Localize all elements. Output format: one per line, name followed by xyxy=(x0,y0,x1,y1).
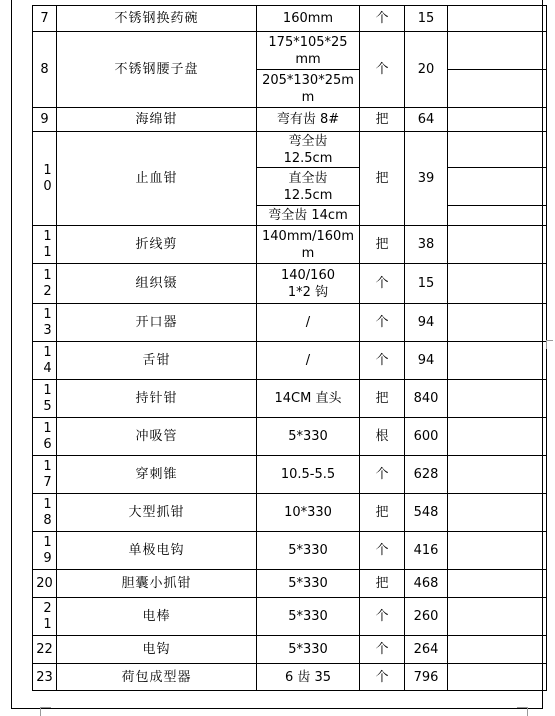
table-row xyxy=(33,494,547,532)
item-spec: 140mm/160m m xyxy=(257,226,360,264)
item-name: 单极电钩 xyxy=(57,532,257,570)
item-spec: 10*330 xyxy=(257,494,360,532)
blank-cell xyxy=(448,206,547,226)
item-quantity: 416 xyxy=(405,532,448,570)
item-unit: 把 xyxy=(360,570,405,598)
item-number-digit: 1 xyxy=(43,267,52,283)
blank-cell xyxy=(448,132,547,168)
table-row xyxy=(33,6,547,32)
blank-cell xyxy=(448,168,547,206)
item-number-digit: 9 xyxy=(43,550,52,566)
item-number-digit: 5 xyxy=(43,398,52,414)
item-quantity: 38 xyxy=(405,226,448,264)
item-quantity: 39 xyxy=(405,132,448,226)
item-unit: 个 xyxy=(360,532,405,570)
item-number-digit: 1 xyxy=(43,496,52,512)
blank-cell xyxy=(448,532,547,570)
item-name: 大型抓钳 xyxy=(57,494,257,532)
item-number xyxy=(33,494,57,532)
item-quantity: 94 xyxy=(405,304,448,342)
item-number-digit: 2 xyxy=(43,600,52,616)
item-number-digit: 1 xyxy=(43,344,52,360)
blank-cell xyxy=(448,108,547,132)
item-number-digit: 1 xyxy=(43,534,52,550)
item-number xyxy=(33,380,57,418)
table-row xyxy=(33,380,547,418)
item-number-digit: 1 xyxy=(43,244,52,260)
item-spec: 6 齿 35 xyxy=(257,664,360,691)
table-row xyxy=(33,418,547,456)
table-row xyxy=(33,108,547,132)
table-row xyxy=(33,664,547,691)
item-number: 20 xyxy=(33,570,57,598)
item-number xyxy=(33,226,57,264)
item-quantity: 600 xyxy=(405,418,448,456)
item-number-digit: 2 xyxy=(43,283,52,299)
blank-cell xyxy=(448,664,547,691)
blank-cell xyxy=(448,598,547,636)
item-unit: 把 xyxy=(360,132,405,226)
item-name: 组织镊 xyxy=(57,264,257,304)
item-name: 海绵钳 xyxy=(57,108,257,132)
item-unit: 根 xyxy=(360,418,405,456)
item-number: 23 xyxy=(33,664,57,691)
item-quantity: 548 xyxy=(405,494,448,532)
item-name: 折线剪 xyxy=(57,226,257,264)
item-number-digit: 1 xyxy=(43,382,52,398)
blank-cell xyxy=(448,494,547,532)
item-spec: 205*130*25m m xyxy=(257,70,360,108)
item-quantity: 15 xyxy=(405,6,448,32)
item-name: 荷包成型器 xyxy=(57,664,257,691)
item-number xyxy=(33,598,57,636)
item-name: 电钩 xyxy=(57,636,257,664)
blank-cell xyxy=(448,6,547,32)
item-quantity: 840 xyxy=(405,380,448,418)
table-row xyxy=(33,264,547,304)
item-quantity: 468 xyxy=(405,570,448,598)
item-unit: 个 xyxy=(360,342,405,380)
table-row xyxy=(33,226,547,264)
item-number-digit: 6 xyxy=(43,436,52,452)
item-spec: / xyxy=(257,342,360,380)
item-number-digit: 1 xyxy=(43,228,52,244)
table-row xyxy=(33,456,547,494)
item-unit: 个 xyxy=(360,598,405,636)
item-quantity: 264 xyxy=(405,636,448,664)
item-spec: 5*330 xyxy=(257,636,360,664)
item-spec: 140/160 1*2 钩 xyxy=(257,264,360,304)
blank-cell xyxy=(448,342,547,380)
item-spec: 直全齿 12.5cm xyxy=(257,168,360,206)
item-number xyxy=(33,264,57,304)
item-unit: 个 xyxy=(360,264,405,304)
item-unit: 把 xyxy=(360,108,405,132)
item-spec: 14CM 直头 xyxy=(257,380,360,418)
item-spec: 弯全齿 14cm xyxy=(257,206,360,226)
item-name: 止血钳 xyxy=(57,132,257,226)
item-quantity: 796 xyxy=(405,664,448,691)
blank-cell xyxy=(448,456,547,494)
item-name: 胆囊小抓钳 xyxy=(57,570,257,598)
item-quantity: 94 xyxy=(405,342,448,380)
item-name: 冲吸管 xyxy=(57,418,257,456)
item-number: 9 xyxy=(33,108,57,132)
table-row xyxy=(33,304,547,342)
item-number-digit: 1 xyxy=(43,306,52,322)
item-name: 电棒 xyxy=(57,598,257,636)
blank-cell xyxy=(448,418,547,456)
item-spec: 弯有齿 8# xyxy=(257,108,360,132)
crop-mark-right xyxy=(546,340,553,349)
item-unit: 个 xyxy=(360,456,405,494)
table-row xyxy=(33,132,547,168)
item-quantity: 260 xyxy=(405,598,448,636)
item-name: 不锈钢腰子盘 xyxy=(57,32,257,108)
item-number xyxy=(33,532,57,570)
item-number xyxy=(33,304,57,342)
item-number xyxy=(33,342,57,380)
item-name: 穿刺锥 xyxy=(57,456,257,494)
item-spec: 10.5-5.5 xyxy=(257,456,360,494)
item-name: 开口器 xyxy=(57,304,257,342)
table-body xyxy=(33,6,547,691)
item-name: 持针钳 xyxy=(57,380,257,418)
item-number-digit: 0 xyxy=(43,178,52,194)
blank-cell xyxy=(448,70,547,108)
item-spec: 5*330 xyxy=(257,532,360,570)
item-name: 不锈钢换药碗 xyxy=(57,6,257,32)
item-spec: 5*330 xyxy=(257,570,360,598)
item-number-digit: 1 xyxy=(43,458,52,474)
item-quantity: 628 xyxy=(405,456,448,494)
item-number-digit: 1 xyxy=(43,616,52,632)
equipment-table xyxy=(32,5,547,691)
item-number: 8 xyxy=(33,32,57,108)
blank-cell xyxy=(448,570,547,598)
item-number-digit: 3 xyxy=(43,322,52,338)
item-unit: 把 xyxy=(360,226,405,264)
item-number xyxy=(33,418,57,456)
item-unit: 个 xyxy=(360,304,405,342)
item-name: 舌钳 xyxy=(57,342,257,380)
blank-cell xyxy=(448,226,547,264)
item-spec: 5*330 xyxy=(257,418,360,456)
item-unit: 个 xyxy=(360,32,405,108)
item-spec: 175*105*25 mm xyxy=(257,32,360,70)
table-row xyxy=(33,532,547,570)
blank-cell xyxy=(448,636,547,664)
table-row xyxy=(33,598,547,636)
item-number-digit: 4 xyxy=(43,360,52,376)
table-row xyxy=(33,636,547,664)
item-unit: 把 xyxy=(360,494,405,532)
blank-cell xyxy=(448,264,547,304)
item-number-digit: 1 xyxy=(43,420,52,436)
blank-cell xyxy=(448,32,547,70)
blank-cell xyxy=(448,380,547,418)
item-spec: / xyxy=(257,304,360,342)
item-quantity: 15 xyxy=(405,264,448,304)
item-unit: 个 xyxy=(360,664,405,691)
item-number: 22 xyxy=(33,636,57,664)
item-number: 7 xyxy=(33,6,57,32)
item-spec: 5*330 xyxy=(257,598,360,636)
item-unit: 把 xyxy=(360,380,405,418)
item-number-digit: 7 xyxy=(43,474,52,490)
item-number xyxy=(33,132,57,226)
item-number-digit: 1 xyxy=(43,162,52,178)
item-number-digit: 8 xyxy=(43,512,52,528)
item-unit: 个 xyxy=(360,6,405,32)
item-quantity: 64 xyxy=(405,108,448,132)
blank-cell xyxy=(448,304,547,342)
item-spec: 弯全齿 12.5cm xyxy=(257,132,360,168)
item-unit: 个 xyxy=(360,636,405,664)
item-spec: 160mm xyxy=(257,6,360,32)
table-row xyxy=(33,570,547,598)
table-row xyxy=(33,32,547,70)
table-row xyxy=(33,342,547,380)
item-quantity: 20 xyxy=(405,32,448,108)
item-number xyxy=(33,456,57,494)
